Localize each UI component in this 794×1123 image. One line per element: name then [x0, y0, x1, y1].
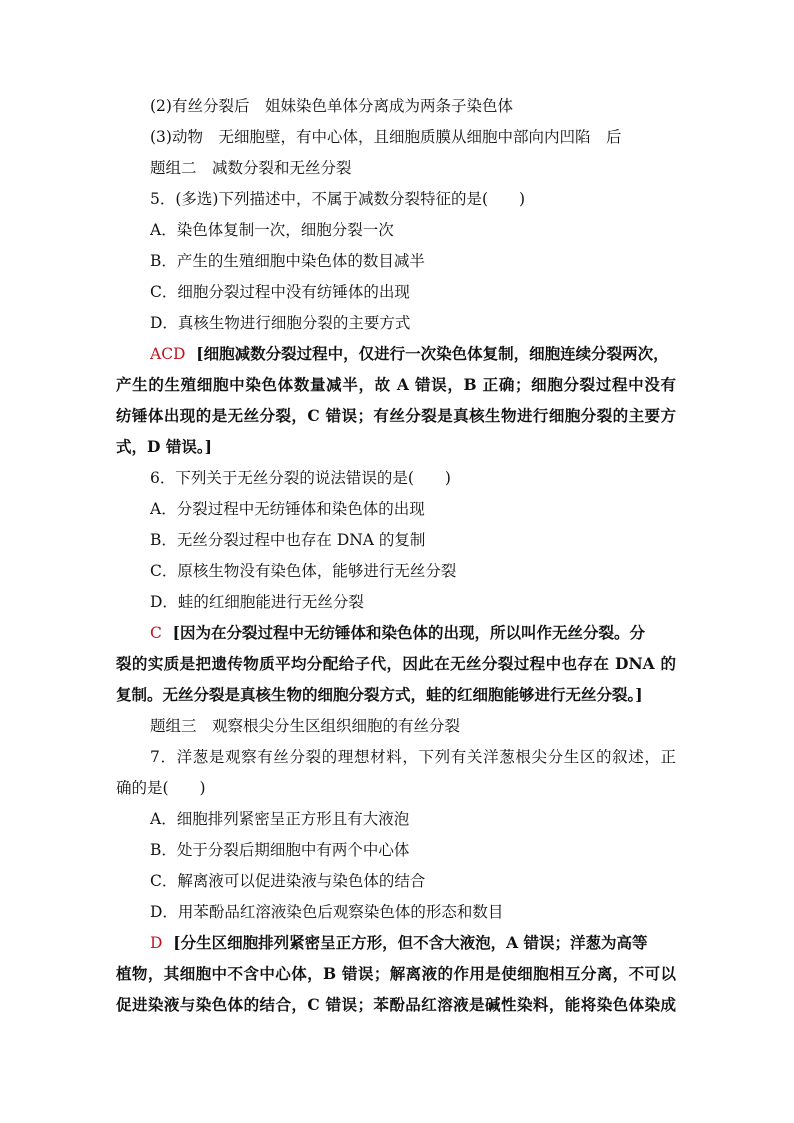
answer-key: ACD [150, 345, 186, 363]
explanation-line: 促进染液与染色体的结合，C 错误；苯酚品红溶液是碱性染料，能将染色体染成 [116, 995, 676, 1014]
option-d: D．蛙的红细胞能进行无丝分裂 [150, 593, 364, 611]
explanation-line: 纺锤体出现的是无丝分裂，C 错误；有丝分裂是真核生物进行细胞分裂的主要方 [116, 406, 676, 425]
section-heading: 题组三 观察根尖分生区组织细胞的有丝分裂 [150, 717, 461, 735]
section-heading: 题组二 减数分裂和无丝分裂 [150, 159, 352, 177]
option-b: B．处于分裂后期细胞中有两个中心体 [150, 841, 410, 859]
option-b: B．产生的生殖细胞中染色体的数目减半 [150, 252, 425, 270]
explanation-line: 裂的实质是把遗传物质平均分配给子代，因此在无丝分裂过程中也存在 DNA 的 [116, 654, 676, 673]
answer-key: C [150, 624, 162, 642]
explanation-text: [分生区细胞排列紧密呈正方形，但不含大液泡，A 错误；洋葱为高等 [173, 933, 648, 952]
explanation-line: 复制。无丝分裂是真核生物的细胞分裂方式，蛙的红细胞能够进行无丝分裂。] [116, 685, 643, 704]
option-c: C．解离液可以促进染液与染色体的结合 [150, 872, 426, 890]
answer-line [150, 344, 669, 364]
answer-line [150, 933, 648, 953]
explanation-line: 式，D 错误。] [116, 437, 212, 456]
option-c: C．原核生物没有染色体，能够进行无丝分裂 [150, 562, 457, 580]
text-line: (2)有丝分裂后 姐妹染色单体分离成为两条子染色体 [150, 97, 513, 115]
option-a: A．分裂过程中无纺锤体和染色体的出现 [150, 500, 425, 518]
answer-key: D [150, 934, 163, 952]
explanation-line: 植物，其细胞中不含中心体，B 错误；解离液的作用是使细胞相互分离，不可以 [116, 964, 676, 983]
option-d: D．真核生物进行细胞分裂的主要方式 [150, 314, 411, 332]
explanation-text: [因为在分裂过程中无纺锤体和染色体的出现，所以叫作无丝分裂。分 [172, 623, 646, 642]
text-line: (3)动物 无细胞壁，有中心体，且细胞质膜从细胞中部向内凹陷 后 [150, 128, 622, 146]
explanation-text: [细胞减数分裂过程中，仅进行一次染色体复制，细胞连续分裂两次， [196, 344, 669, 363]
answer-line [150, 623, 645, 643]
option-a: A．染色体复制一次，细胞分裂一次 [150, 221, 394, 239]
question-stem: 6．下列关于无丝分裂的说法错误的是( ) [150, 469, 451, 487]
option-b: B．无丝分裂过程中也存在 DNA 的复制 [150, 531, 426, 549]
option-d: D．用苯酚品红溶液染色后观察染色体的形态和数目 [150, 903, 504, 921]
option-a: A．细胞排列紧密呈正方形且有大液泡 [150, 810, 410, 828]
question-stem: 7．洋葱是观察有丝分裂的理想材料，下列有关洋葱根尖分生区的叙述，正 [150, 748, 676, 766]
explanation-line: 产生的生殖细胞中染色体数量减半，故 A 错误，B 正确；细胞分裂过程中没有 [116, 375, 676, 394]
question-stem-cont: 确的是( ) [116, 779, 206, 797]
option-c: C．细胞分裂过程中没有纺锤体的出现 [150, 283, 410, 301]
question-stem: 5．(多选)下列描述中，不属于减数分裂特征的是( ) [150, 190, 526, 208]
